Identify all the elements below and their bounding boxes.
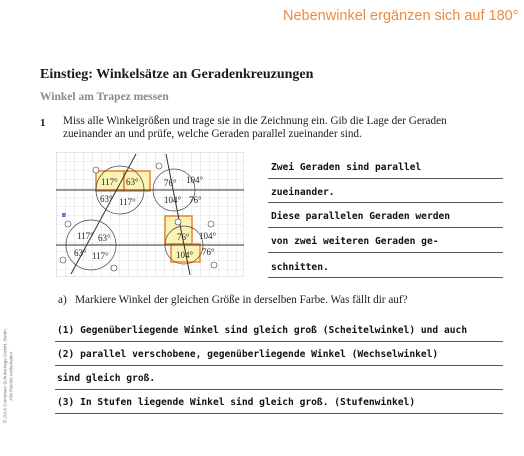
page-heading: Einstieg: Winkelsätze an Geradenkreuzungen [40, 67, 314, 82]
subtask-rule-1 [55, 341, 503, 342]
angle-label-br-76: 76° [177, 232, 190, 242]
subtask-answer-2: (2) parallel verschobene, gegenüberliegende Winkel (Wechselwinkel) [57, 349, 439, 360]
angle-label-tl-117b: 117° [119, 197, 136, 207]
subtask-label: a) [58, 294, 67, 306]
task-number: 1 [40, 117, 46, 129]
subtask-rule-3 [55, 389, 503, 390]
answer-rule-5 [268, 277, 503, 278]
trapezoid-figure-svg [56, 152, 244, 277]
copyright-line-2: Alle Rechte vorbehalten. [8, 350, 13, 401]
point-marker-4 [60, 257, 66, 263]
angle-label-br-104b: 104° [176, 250, 194, 260]
angle-label-bl-63b: 63° [74, 248, 87, 258]
point-marker-5 [208, 221, 214, 227]
answer-text-1: Zwei Geraden sind parallel [271, 162, 422, 173]
angle-label-tr-104: 104° [186, 175, 204, 185]
angle-label-tr-76: 76° [164, 178, 177, 188]
angle-label-bl-63: 63° [98, 233, 111, 243]
subtask-text: Markiere Winkel der gleichen Größe in derselben Farbe. Was fällt dir auf? [75, 294, 408, 306]
task-instruction-line-1: Miss alle Winkelgrößen und trage sie in die Zeichnung ein. Gib die Lage der Geraden [63, 115, 447, 127]
angle-label-tl-63b: 63° [100, 194, 113, 204]
angle-label-tr-104b: 104° [164, 195, 182, 205]
answer-rule-4 [268, 252, 503, 253]
angle-label-br-76b: 76° [202, 247, 215, 257]
subtask-rule-2 [55, 365, 503, 366]
subtask-a [58, 294, 408, 306]
point-marker-6 [211, 262, 217, 268]
angle-figure [56, 152, 244, 277]
point-marker-2 [65, 221, 71, 227]
answer-text-4: von zwei weiteren Geraden ge- [271, 236, 439, 247]
angle-label-bl-117: 117° [77, 231, 94, 241]
annotation-note: Nebenwinkel ergänzen sich auf 180° [283, 8, 519, 24]
answer-rule-2 [268, 202, 503, 203]
subtask-answer-1: (1) Gegenüberliegende Winkel sind gleich groß (Scheitelwinkel) und auch [57, 325, 468, 336]
section-subheading: Winkel am Trapez messen [40, 91, 169, 103]
angle-label-tl-117: 117° [101, 177, 118, 187]
answer-rule-1 [268, 178, 503, 179]
answer-text-3: Diese parallelen Geraden werden [271, 211, 451, 222]
angle-label-bl-117b: 117° [92, 251, 109, 261]
subtask-answer-4: (3) In Stufen liegende Winkel sind gleich groß. (Stufenwinkel) [57, 397, 416, 408]
answer-text-5: schnitten. [271, 262, 329, 273]
answer-text-2: zueinander. [271, 187, 335, 198]
subtask-answer-3: sind gleich groß. [57, 373, 156, 384]
copyright-notice [2, 296, 13, 456]
task-instruction [63, 115, 483, 141]
angle-label-tr-76b: 76° [189, 195, 202, 205]
point-marker-8 [175, 219, 181, 225]
point-marker-1 [93, 167, 99, 173]
point-marker-3 [156, 163, 162, 169]
copyright-line-1: © 2014 Cornelsen Schulverlage GmbH, Berlin. [2, 328, 8, 424]
subtask-rule-4 [55, 413, 503, 414]
angle-label-tl-63: 63° [126, 177, 139, 187]
point-marker-7 [111, 265, 117, 271]
angle-label-br-104: 104° [199, 231, 217, 241]
answer-rule-3 [268, 227, 503, 228]
task-instruction-line-2: zueinander an und prüfe, welche Geraden parallel zueinander sind. [63, 128, 362, 140]
